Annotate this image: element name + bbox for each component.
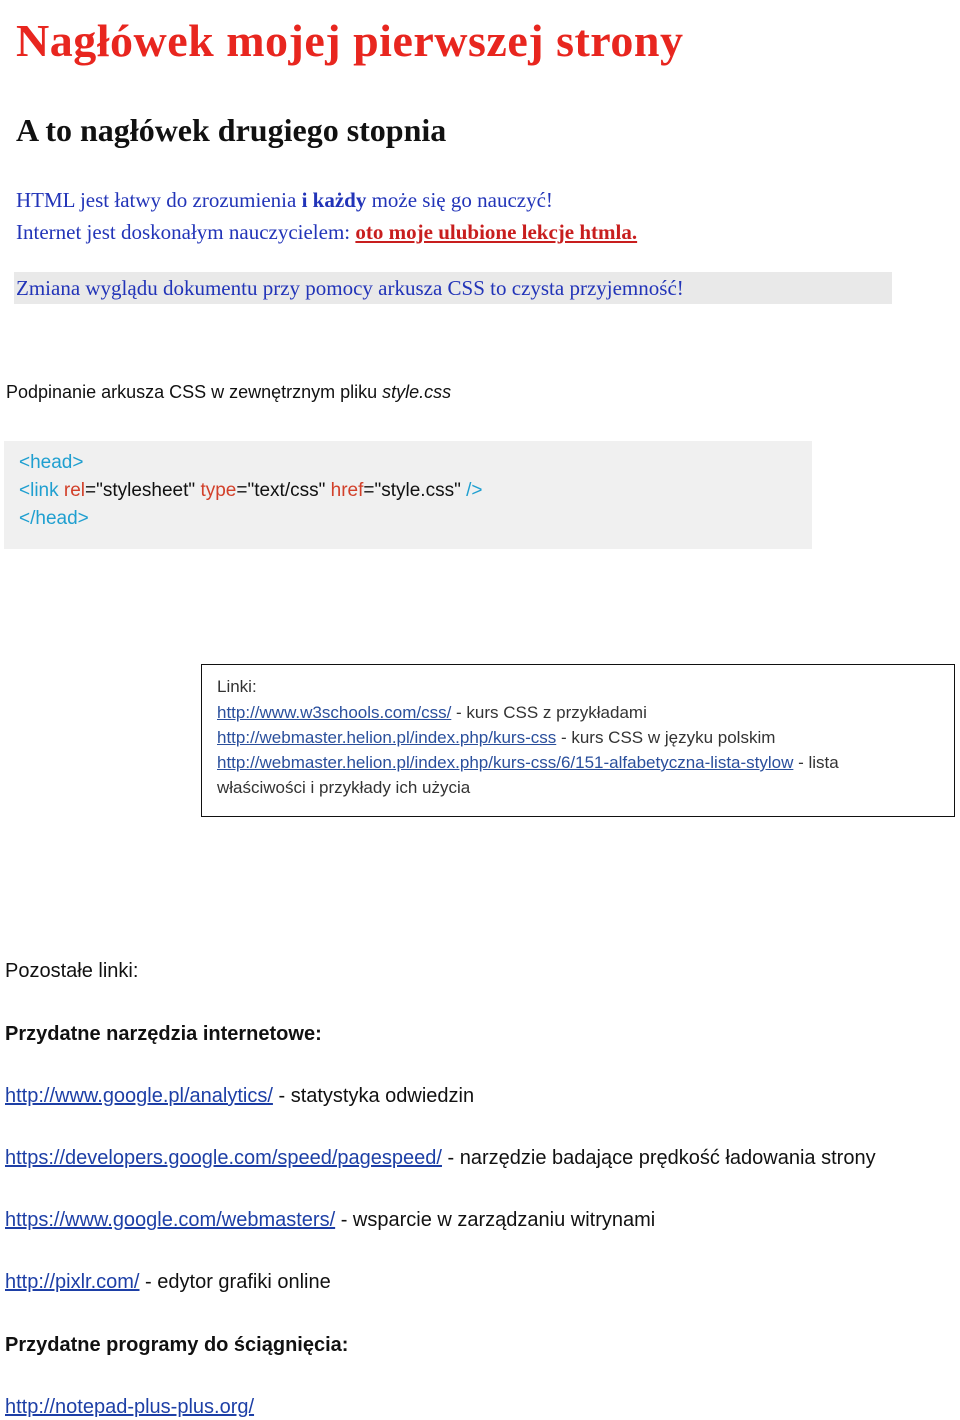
example-paragraph-line-2 [16, 220, 637, 245]
example-text: może się go nauczyć! [366, 188, 553, 212]
code-value: ="style.css" [363, 480, 467, 501]
links-box-item [217, 703, 647, 723]
tool-desc: - edytor grafiki online [139, 1271, 331, 1293]
tool-item [5, 1271, 331, 1294]
programs-heading: Przydatne programy do ściągnięcia: [5, 1334, 349, 1356]
links-box-url[interactable]: http://webmaster.helion.pl/index.php/kurs-css/6/151-alfabetyczna-lista-stylow [217, 753, 794, 772]
intro-paragraph [6, 382, 451, 403]
example-gray-line: Zmiana wyglądu dokumentu przy pomocy arkusza CSS to czysta przyjemność! [16, 276, 684, 300]
program-item [5, 1396, 254, 1419]
example-paragraph-line-1 [16, 188, 553, 213]
links-box-title: Linki: [217, 677, 257, 696]
links-box-url[interactable]: http://www.w3schools.com/css/ [217, 703, 452, 722]
other-links-title: Pozostałe linki: [5, 960, 139, 982]
tool-item [5, 1085, 474, 1108]
code-attr: type [200, 480, 237, 501]
code-tag: /> [466, 480, 483, 501]
example-text: HTML jest łatwy do zrozumienia [16, 188, 302, 212]
tool-desc: - statystyka odwiedzin [272, 1085, 475, 1107]
links-box-desc: - kurs CSS z przykładami [451, 703, 647, 722]
code-line-1: <head> [19, 452, 84, 473]
intro-text: Podpinanie arkusza CSS w zewnętrznym pliku [6, 382, 383, 402]
links-box-continuation: właściwości i przykłady ich użycia [217, 778, 471, 797]
code-value: ="stylesheet" [85, 480, 201, 501]
tool-item [5, 1209, 655, 1232]
links-box-url[interactable]: http://webmaster.helion.pl/index.php/kurs-css [217, 728, 557, 747]
code-tag: <link [19, 480, 64, 501]
example-link[interactable]: oto moje ulubione lekcje htmla. [355, 220, 638, 244]
program-url[interactable]: http://notepad-plus-plus.org/ [5, 1396, 255, 1418]
links-box-desc: - lista [793, 753, 839, 772]
intro-filename: style.css [382, 382, 452, 402]
code-value: ="text/css" [236, 480, 331, 501]
code-attr: rel [63, 480, 86, 501]
code-attr: href [330, 480, 364, 501]
tools-heading: Przydatne narzędzia internetowe: [5, 1023, 322, 1045]
tool-url[interactable]: http://pixlr.com/ [5, 1271, 140, 1293]
tool-desc: - wsparcie w zarządzaniu witrynami [335, 1209, 656, 1231]
tool-url[interactable]: http://www.google.pl/analytics/ [5, 1085, 273, 1107]
code-line-3: </head> [19, 508, 89, 529]
example-heading-1: Nagłówek mojej pierwszej strony [16, 15, 684, 66]
example-bold-text: i każdy [301, 188, 367, 212]
code-line-2 [19, 480, 482, 502]
tool-url[interactable]: https://developers.google.com/speed/pagespeed/ [5, 1147, 442, 1169]
links-box-desc: - kurs CSS w języku polskim [556, 728, 776, 747]
links-box-item [217, 753, 839, 773]
example-heading-2: A to nagłówek drugiego stopnia [16, 112, 447, 148]
links-box-item [217, 728, 775, 748]
example-text: Internet jest doskonałym nauczycielem: [16, 220, 356, 244]
tool-item [5, 1147, 876, 1170]
tool-url[interactable]: https://www.google.com/webmasters/ [5, 1209, 336, 1231]
tool-desc: - narzędzie badające prędkość ładowania strony [441, 1147, 876, 1169]
